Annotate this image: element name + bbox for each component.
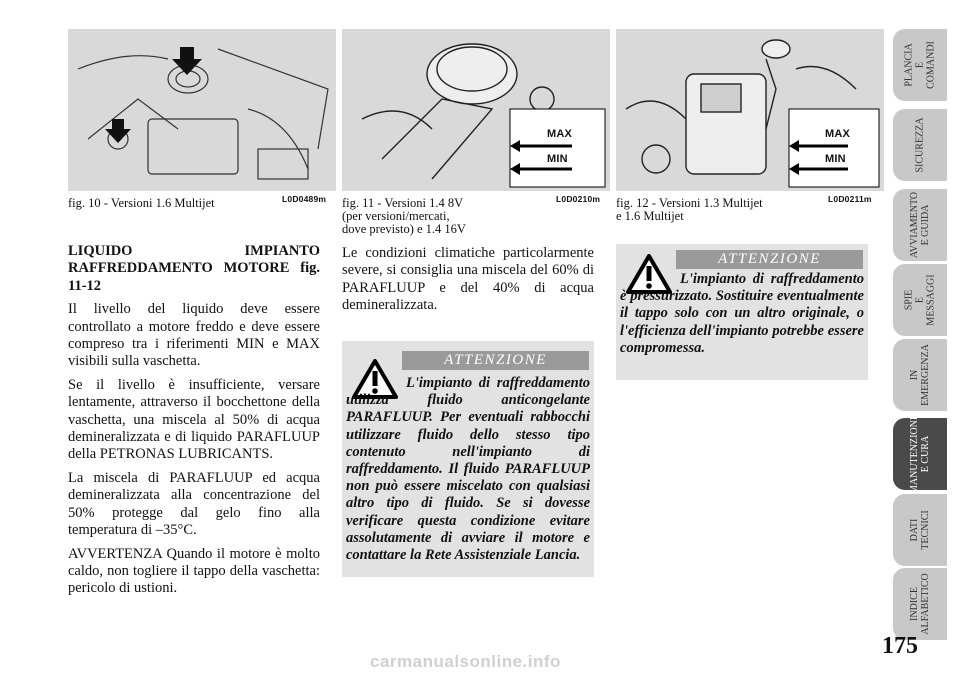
warning-box-1 — [342, 341, 594, 577]
tab-plancia-e-comandi[interactable] — [893, 29, 947, 101]
tab-manutenzione-e-cura[interactable] — [893, 414, 947, 494]
tab-label: DATI TECNICI — [909, 510, 931, 550]
figure-11-arrow-min: MIN — [547, 153, 568, 165]
watermark: carmanualsonline.info — [370, 652, 561, 671]
paragraph-2: Se il livello è insufficiente, versare lentamente, attraverso il bocchettone della vaschetta, una miscela al 50% di acqua demineralizzata e di liquido PARAFLUUP della PETRONAS LUBRICANTS. — [68, 376, 320, 463]
figure-12-image — [616, 29, 884, 191]
warning-box-2 — [616, 244, 868, 380]
warning-1-text: L'impianto di raffreddamento utilizza fluido anticongelante PARAFLUUP. Per eventuali rabbocchi utilizzare fluido dello stesso tipo contenuto nell'impianto di raffreddamento. Il fluido PARAFLUUP non può essere miscelato con qualsiasi altro tipo di fluido. Se si dovesse verificare questa condizione evitare assolutamente di avviare il motore e contattare la Rete Assistenziale Lancia. — [346, 375, 590, 564]
section-heading: LIQUIDO IMPIANTO RAFFREDDAMENTO MOTORE fig. 11-12 — [68, 243, 320, 294]
figure-10-image — [68, 29, 336, 191]
paragraph-5: Le condizioni climatiche particolarmente severe, si consiglia una miscela del 60% di PARAFLUUP e del 40% di acqua demineralizzata. — [342, 245, 594, 314]
paragraph-3: La miscela di PARAFLUUP ed acqua demineralizzata alla concentrazione del 50% protegge dal gelo fino alla temperatura di –35°C. — [68, 469, 320, 539]
middle-column — [342, 245, 594, 321]
tab-dati-tecnici[interactable] — [893, 494, 947, 566]
paragraph-1: Il livello del liquido deve essere controllato a motore freddo e deve essere compreso tra i riferimenti MIN e MAX visibili sulla vaschetta. — [68, 301, 320, 370]
figure-11-code: L0D0210m — [556, 194, 601, 204]
warning-1-title: ATTENZIONE — [402, 351, 589, 370]
tab-avviamento-e-guida[interactable] — [893, 189, 947, 261]
paragraph-4: AVVERTENZA Quando il motore è molto caldo, non togliere il tappo della vaschetta: pericolo di ustioni. — [68, 545, 320, 597]
tab-label: SPIE E MESSAGGI — [903, 274, 937, 326]
figure-12-arrow-max: MAX — [825, 128, 851, 140]
tab-in-emergenza[interactable] — [893, 339, 947, 411]
warning-2-title: ATTENZIONE — [676, 250, 863, 269]
tab-label: INDICE ALFABETICO — [909, 573, 931, 635]
figure-10-code: L0D0489m — [282, 194, 327, 204]
tab-label: SICUREZZA — [914, 117, 926, 173]
figure-12-caption: fig. 12 - Versioni 1.3 Multijet e 1.6 Multijet — [616, 196, 763, 223]
left-column — [68, 243, 320, 604]
tab-spie-e-messaggi[interactable] — [893, 264, 947, 336]
tab-label: AVVIAMENTO E GUIDA — [909, 191, 931, 259]
warning-2-text: L'impianto di raffreddamento è pressurizzato. Sostituire eventualmente il tappo solo con un altro originale, o l'efficienza dell'impianto potrebbe essere compromessa. — [620, 271, 864, 356]
tab-sicurezza[interactable] — [893, 109, 947, 181]
figure-11-arrow-max: MAX — [547, 128, 573, 140]
figure-10-caption: fig. 10 - Versioni 1.6 Multijet — [68, 196, 215, 210]
page-number: 175 — [882, 633, 918, 659]
figure-11-image — [342, 29, 610, 191]
tab-label: IN EMERGENZA — [909, 344, 931, 406]
tab-label: MANUTENZIONE E CURA — [909, 414, 931, 494]
tab-indice-alfabetico[interactable] — [893, 568, 947, 640]
figure-12-arrow-min: MIN — [825, 153, 846, 165]
figure-11-caption: fig. 11 - Versioni 1.4 8V (per versioni/mercati, dove previsto) e 1.4 16V — [342, 196, 466, 236]
figure-12-code: L0D0211m — [828, 194, 872, 204]
tab-label: PLANCIA E COMANDI — [903, 41, 937, 89]
